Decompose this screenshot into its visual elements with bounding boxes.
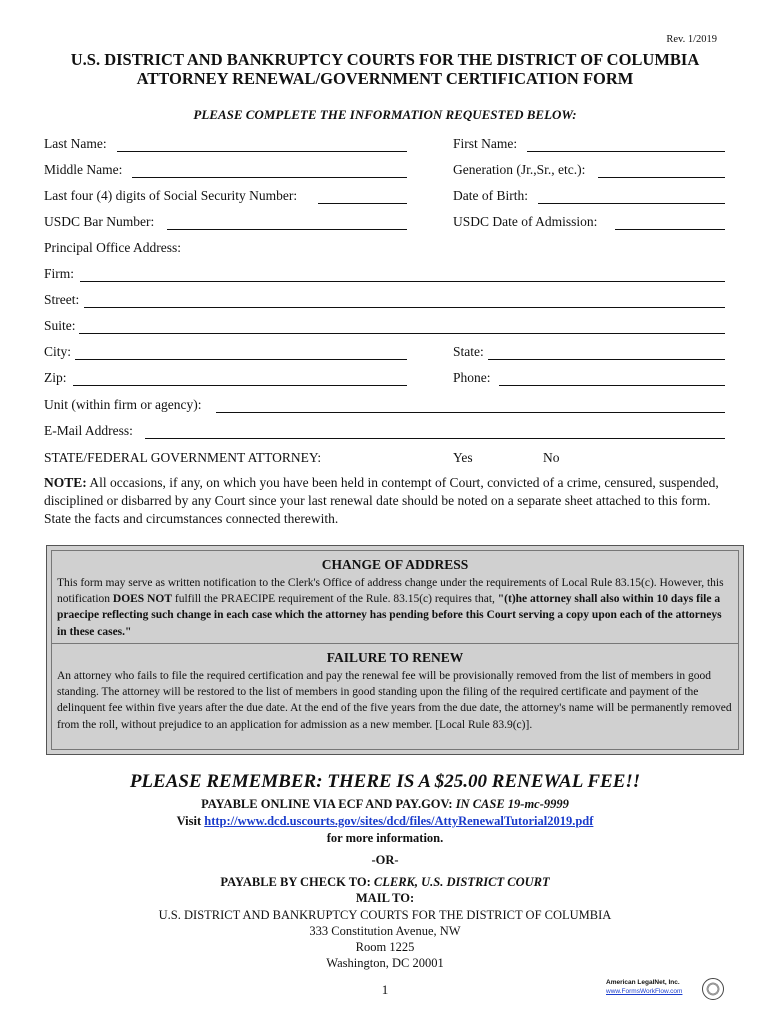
firm-label: Firm: (44, 266, 75, 281)
note-text: All occasions, if any, on which you have been held in contempt of Court, convicted of a crime, censured, suspended, disciplined or disbarred by any Court since your last renewal date should be noted on a separate sheet attached to this form. State the facts and circumstances connected therewith. (44, 475, 719, 526)
suite-label: Suite: (44, 318, 76, 333)
notice-box (46, 545, 744, 755)
bar-number-label: USDC Bar Number: (44, 214, 155, 229)
email-field[interactable] (145, 438, 725, 439)
change-of-address-text-2: fulfill the PRAECIPE requirement of the Rule. 83.15(c) requires that, (174, 593, 495, 606)
globe-icon (702, 978, 724, 1000)
street-label: Street: (44, 292, 80, 307)
zip-label: Zip: (44, 370, 67, 385)
unit-field[interactable] (216, 412, 725, 413)
first-name-label: First Name: (453, 136, 518, 151)
mail-address-line-1: U.S. DISTRICT AND BANKRUPTCY COURTS FOR THE DISTRICT OF COLUMBIA (158, 908, 612, 922)
generation-label: Generation (Jr.,Sr., etc.): (453, 162, 586, 177)
instructions: PLEASE COMPLETE THE INFORMATION REQUESTED BELOW: (193, 107, 577, 122)
state-field[interactable] (488, 359, 725, 360)
change-of-address-text (57, 575, 732, 640)
middle-name-label: Middle Name: (44, 162, 123, 177)
change-of-address-title: CHANGE OF ADDRESS (321, 557, 469, 572)
failure-to-renew-title: FAILURE TO RENEW (326, 650, 464, 665)
zip-field[interactable] (73, 385, 407, 386)
logo-text (606, 978, 682, 996)
visit-line (0, 814, 770, 829)
no-option[interactable]: No (543, 450, 560, 465)
generation-field[interactable] (598, 177, 725, 178)
or-separator: -OR- (371, 853, 399, 867)
online-payment-label: PAYABLE ONLINE VIA ECF AND PAY.GOV: (201, 797, 453, 811)
change-of-address-text-1: This form may serve as written notification to the Clerk's Office of address change under the requirements of Local Rule 83.15(c). However, this notification (57, 577, 724, 606)
mail-address-line-2: 333 Constitution Avenue, NW (309, 924, 461, 938)
city-field[interactable] (75, 359, 407, 360)
email-label: E-Mail Address: (44, 423, 133, 438)
dob-field[interactable] (538, 203, 725, 204)
note-paragraph (44, 474, 728, 528)
middle-name-field[interactable] (132, 177, 407, 178)
firm-field[interactable] (80, 281, 725, 282)
mail-address-line-4: Washington, DC 20001 (326, 956, 444, 970)
court-title: U.S. DISTRICT AND BANKRUPTCY COURTS FOR THE DISTRICT OF COLUMBIA (70, 50, 700, 69)
online-payment-case: IN CASE 19-mc-9999 (455, 797, 569, 811)
visit-label: Visit (176, 814, 202, 828)
note-label: NOTE: (44, 475, 87, 490)
suite-field[interactable] (79, 333, 725, 334)
principal-office-label: Principal Office Address: (44, 240, 181, 255)
section-divider (52, 643, 738, 644)
check-payment-line (0, 875, 770, 890)
unit-label: Unit (within firm or agency): (44, 397, 202, 412)
publisher-logo (606, 978, 724, 1000)
notice-box-inner (51, 550, 739, 750)
ssn-field[interactable] (318, 203, 407, 204)
page-number: 1 (381, 982, 389, 997)
admission-date-field[interactable] (615, 229, 725, 230)
revision-date: Rev. 1/2019 (666, 34, 717, 45)
check-payee: CLERK, U.S. DISTRICT COURT (373, 875, 550, 889)
last-name-field[interactable] (117, 151, 407, 152)
bar-number-field[interactable] (167, 229, 407, 230)
renewal-fee-reminder: PLEASE REMEMBER: THERE IS A $25.00 RENEWAL FEE!! (129, 771, 641, 792)
failure-to-renew-text: An attorney who fails to file the required certification and pay the renewal fee will be provisionally removed from the list of members in good standing. The attorney will be restored to the list of members in good standing upon the filing of the required certificate and payment of the delinquent fee within five years after the due date. At the end of the five years from the due date, the attorney's name will be permanently removed from the roll, without prejudice to an application for admission as a new member. [Local Rule 83.9(c)]. (57, 670, 732, 731)
dob-label: Date of Birth: (453, 188, 528, 203)
gov-attorney-label: STATE/FEDERAL GOVERNMENT ATTORNEY: (44, 450, 322, 465)
logo-name: American LegalNet, Inc. (606, 979, 680, 986)
phone-field[interactable] (499, 385, 725, 386)
check-payment-label: PAYABLE BY CHECK TO: (220, 875, 371, 889)
logo-url[interactable]: www.FormsWorkFlow.com (606, 988, 683, 995)
ssn-label: Last four (4) digits of Social Security Number: (44, 188, 298, 203)
admission-date-label: USDC Date of Admission: (453, 214, 598, 229)
yes-option[interactable]: Yes (453, 450, 473, 465)
last-name-label: Last Name: (44, 136, 107, 151)
mail-to-label: MAIL TO: (355, 891, 415, 905)
city-label: City: (44, 344, 72, 359)
state-label: State: (453, 344, 484, 359)
phone-label: Phone: (453, 370, 491, 385)
online-payment-line (0, 797, 770, 812)
mail-address-line-3: Room 1225 (355, 940, 415, 954)
praecipe-quote: "(t)he attorney shall also within 10 days file a praecipe reflecting such change in each case which the attorney has pending before this Court serving a copy upon each of the attorneys in these cases." (57, 593, 722, 638)
first-name-field[interactable] (527, 151, 725, 152)
does-not-emphasis: DOES NOT (112, 593, 173, 606)
form-title: ATTORNEY RENEWAL/GOVERNMENT CERTIFICATION FORM (136, 69, 634, 88)
more-info: for more information. (326, 831, 444, 845)
tutorial-link[interactable]: http://www.dcd.uscourts.gov/sites/dcd/files/AttyRenewalTutorial2019.pdf (204, 814, 594, 828)
street-field[interactable] (84, 307, 725, 308)
